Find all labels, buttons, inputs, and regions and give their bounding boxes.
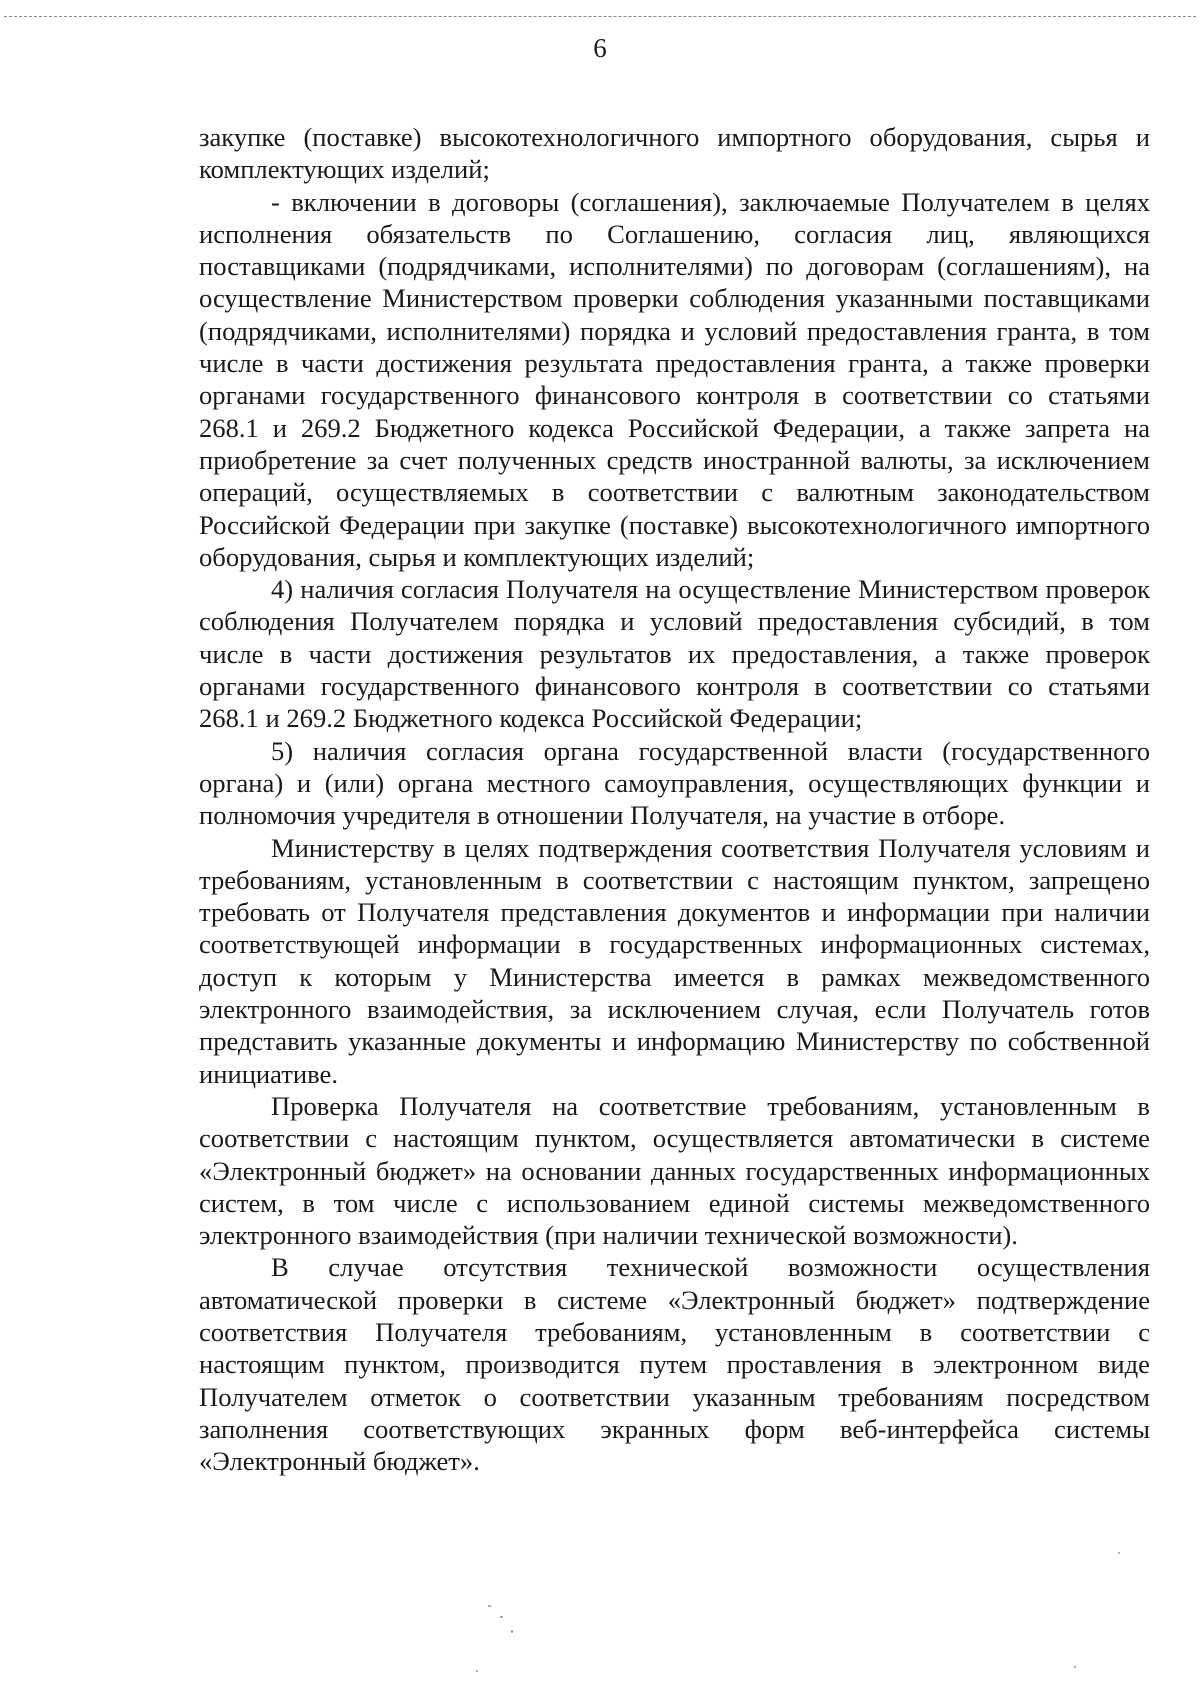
scan-speck bbox=[488, 1605, 491, 1607]
paragraph-contracts-consent: - включении в договоры (соглашения), заключаемые Получателем в целях исполнения обязательств по Соглашению, согласия лиц, являющихся поставщиками (подрядчиками, исполнителями) по договорам (соглашениям), на осуществление Министерством проверки соблюдения указанными поставщиками (подрядчиками, исполнителями) порядка и условий предоставления гранта, в том числе в части достижения результата предоставления гранта, а также проверки органами государственного финансового контроля в соответствии со статьями 268.1 и 269.2 Бюджетного кодекса Российской Федерации, а также запрета на приобретение за счет полученных средств иностранной валюты, за исключением операций, осуществляемых в соответствии с валютным законодательством Российской Федерации при закупке (поставке) высокотехнологичного импортного оборудования, сырья и комплектующих изделий; bbox=[199, 186, 1150, 572]
scan-speck bbox=[511, 1630, 513, 1633]
paragraph-item-5: 5) наличия согласия органа государственной власти (государственного органа) и (или) органа местного самоуправления, осуществляющих функции и полномочия учредителя в отношении Получателя, на участие в отборе. bbox=[199, 735, 1150, 831]
paragraph-manual-confirmation: В случае отсутствия технической возможности осуществления автоматической проверки в системе «Электронный бюджет» подтверждение соответствия Получателя требованиям, установленным в соответствии с настоящим пунктом, производится путем проставления в электронном виде Получателем отметок о соответствии указанным требованиям посредством заполнения соответствующих экранных форм веб-интерфейса системы «Электронный бюджет». bbox=[199, 1252, 1150, 1477]
document-body bbox=[199, 121, 1150, 1477]
scan-speck bbox=[1118, 1552, 1120, 1554]
paragraph-procurement-continuation: закупке (поставке) высокотехнологичного импортного оборудования, сырья и комплектующих изделий; bbox=[199, 122, 1150, 185]
paragraph-automatic-check: Проверка Получателя на соответствие требованиям, установленным в соответствии с настоящим пунктом, осуществляется автоматически в системе «Электронный бюджет» на основании данных государственных информационных систем, в том числе с использованием единой системы межведомственного электронного взаимодействия (при наличии технической возможности). bbox=[199, 1090, 1150, 1251]
scan-speck bbox=[1074, 1666, 1076, 1668]
paragraph-ministry-restriction: Министерству в целях подтверждения соответствия Получателя условиям и требованиям, установленным в соответствии с настоящим пунктом, запрещено требовать от Получателя представления документов и информации при наличии соответствующей информации в государственных информационных системах, доступ к которым у Министерства имеется в рамках межведомственного электронного взаимодействия, за исключением случая, если Получатель готов представить указанные документы и информацию Министерству по собственной инициативе. bbox=[199, 832, 1150, 1089]
paragraph-item-4: 4) наличия согласия Получателя на осуществление Министерством проверок соблюдения Получателем порядка и условий предоставления субсидий, в том числе в части достижения результатов их предоставления, а также проверок органами государственного финансового контроля в соответствии со статьями 268.1 и 269.2 Бюджетного кодекса Российской Федерации; bbox=[199, 574, 1150, 734]
scan-top-edge bbox=[4, 16, 1196, 17]
page-number: 6 bbox=[593, 33, 607, 63]
scan-speck bbox=[500, 1616, 503, 1618]
scan-speck bbox=[476, 1670, 478, 1672]
